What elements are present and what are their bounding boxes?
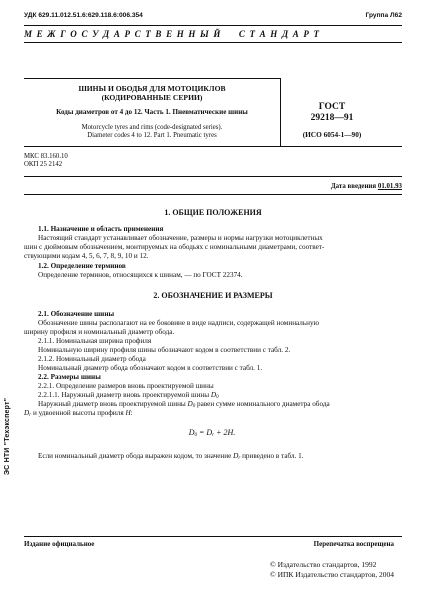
interstate-banner: М Е Ж Г О С У Д А Р С Т В Е Н Н Ы Й С Т А Н Д А Р Т — [24, 29, 321, 39]
intro-date-label: Дата введения — [330, 183, 377, 190]
section-1-1-text-1: Настоящий стандарт устанавливает обозначение, размеры и нормы нагрузки мотоциклетных — [38, 234, 323, 242]
udk-code: УДК 629.11.012.51.6:629.118.6:006.354 — [24, 12, 143, 19]
section-1-2-title: 1.2. Определение терминов — [38, 262, 126, 270]
gost-number: 29218—91 — [310, 113, 354, 123]
section-2-heading: 2. ОБОЗНАЧЕНИЕ И РАЗМЕРЫ — [153, 291, 273, 300]
formula-tail: + 2H. — [214, 428, 236, 437]
formula-dr-sub: r — [212, 433, 215, 438]
title-rule-left — [24, 78, 280, 79]
section-2-1-1: 2.1.1. Номинальная ширина профиля — [38, 337, 152, 345]
title-english-1: Motorcycle tyres and rims (code-designated series). — [81, 124, 223, 131]
title-divider — [280, 78, 281, 146]
group-code: Группа Л62 — [365, 12, 402, 19]
section-1-1-text-2: шин с дюймовым обозначением, монтируемых на ободьях с номинальными диаметрами, соответ- — [24, 243, 325, 251]
section-1-2-text: Определение терминов, относящихся к шинам, — по ГОСТ 22374. — [38, 271, 243, 279]
colon: : — [130, 409, 133, 417]
rim-code-note-a: Если номинальный диаметр обода выражен кодом, то значение — [38, 452, 232, 460]
section-1-1-title: 1.1. Назначение и область применения — [38, 225, 164, 233]
symbol-dr: D — [24, 409, 30, 417]
title-line-2: (КОДИРОВАННЫЕ СЕРИИ) — [101, 93, 203, 102]
formula-d0: D — [188, 428, 195, 437]
codes-rule — [24, 176, 402, 177]
rim-code-note-b: приведено в табл. 1. — [242, 452, 304, 460]
intro-date-value: 01.01.93 — [377, 183, 402, 190]
section-2-1-text-1: Обозначение шины располагают на ее боковине в виде надписи, содержащей номинальную — [38, 319, 319, 327]
section-2-1-2: 2.1.2. Номинальный диаметр обода — [38, 355, 146, 363]
outer-diameter-paragraph-2 — [24, 409, 133, 420]
formula-eq: = D — [196, 428, 213, 437]
date-rule — [24, 194, 402, 195]
reprint-prohibited: Перепечатка воспрещена — [313, 540, 394, 548]
formula — [0, 428, 424, 438]
formula-d0-sub: 0 — [194, 433, 197, 438]
title-line-1: ШИНЫ И ОБОДЬЯ ДЛЯ МОТОЦИКЛОВ — [78, 84, 226, 93]
section-1-1-text-3: ствующими кодам 4, 5, 6, 7, 8, 9, 10 и 12. — [24, 252, 149, 260]
section-2-1-2-text: Номинальный диаметр обода обозначают кодом в соответствии с табл. 1. — [38, 364, 263, 372]
section-2-1-title: 2.1. Обозначение шины — [38, 310, 115, 318]
okp-code: ОКП 25 2142 — [24, 161, 63, 168]
top-rule-2 — [24, 42, 402, 43]
official-edition: Издание официальное — [24, 540, 95, 548]
symbol-dr-note-sub: r — [238, 456, 241, 461]
intro-date — [331, 183, 402, 190]
outer-diameter-text-b: равен сумме номинального диаметра обода — [197, 400, 330, 408]
symbol-d0-inline-sub: 0 — [192, 404, 196, 409]
gost-label: ГОСТ — [318, 102, 346, 112]
title-english-2: Diameter codes 4 to 12. Part 1. Pneumatic tyres — [87, 132, 217, 139]
top-rule-1 — [24, 25, 402, 26]
title-rule-bottom — [24, 146, 402, 147]
section-2-2-1-1-label: 2.2.1.1. Наружный диаметр вновь проектируемой шины — [38, 391, 210, 399]
footer-rule — [24, 536, 402, 537]
title-line-3: Коды диаметров от 4 до 12. Часть 1. Пневматические шины — [56, 108, 248, 116]
sidebar-watermark: ЭС НТИ "Техэксперт" — [4, 397, 11, 475]
section-1-heading: 1. ОБЩИЕ ПОЛОЖЕНИЯ — [164, 208, 262, 217]
iso-number: (ИСО 6054-1—90) — [302, 130, 362, 139]
symbol-d0: D — [210, 391, 217, 399]
symbol-dr-note: D — [233, 452, 239, 460]
section-2-1-1-text: Номинальную ширину профиля шины обозначают кодом в соответствии с табл. 2. — [38, 346, 291, 354]
section-2-1-text-2: ширину профиля и номинальный диаметр обода. — [24, 328, 175, 336]
section-2-2-title: 2.2. Размеры шины — [38, 373, 101, 381]
symbol-d0-inline: D — [187, 400, 193, 408]
symbol-h: H — [125, 409, 131, 417]
symbol-dr-sub: r — [29, 413, 32, 418]
section-2-2-1: 2.2.1. Определение размеров вновь проектируемой шины — [38, 382, 214, 390]
rim-code-note — [38, 452, 304, 463]
copyright-1: © Издательство стандартов, 1992 — [270, 560, 377, 569]
outer-diameter-text-c: и удвоенной высоты профиля — [32, 409, 124, 417]
copyright-2: © ИПК Издательство стандартов, 2004 — [270, 570, 395, 579]
outer-diameter-text-a: Наружный диаметр вновь проектируемой шины — [38, 400, 186, 408]
symbol-d0-sub: 0 — [216, 395, 219, 400]
mks-code: МКС 83.160.10 — [24, 153, 68, 160]
